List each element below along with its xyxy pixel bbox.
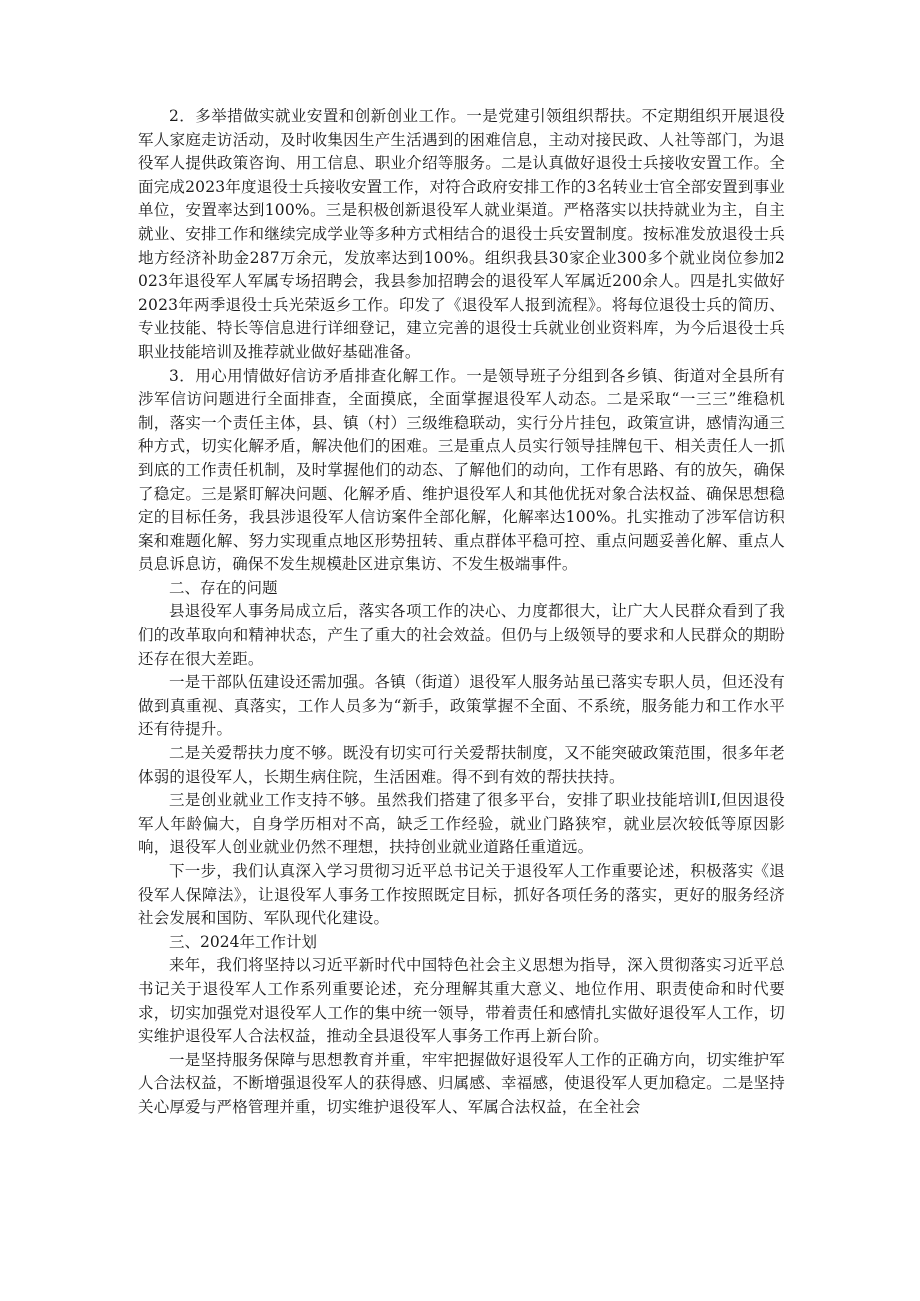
paragraph-petition: 3．用心用情做好信访矛盾排查化解工作。一是领导班子分组到各乡镇、街道对全县所有涉军信访问题进行全面排查，全面摸底，全面掌握退役军人动态。二是采取“一三三”维稳机制，落实一个责任主体，县、镇（村）三级维稳联动，实行分片挂包，政策宣讲，感情沟通三种方式，切实化解矛盾，解决他们的困难。三是重点人员实行领导挂牌包干、相关责任人一抓到底的工作责任机制，及时掌握他们的动态、了解他们的动向，工作有思路、有的放矢，确保了稳定。三是紧盯解决问题、化解矛盾、维护退役军人和其他优抚对象合法权益、确保思想稳定的目标任务，我县涉退役军人信访案件全部化解，化解率达100%。扎实推动了涉军信访积案和难题化解、努力实现重点地区形势扭转、重点群体平稳可控、重点问题妥善化解、重点人员息诉息访，确保不发生规模赴区进京集访、不发生极端事件。 [138, 366, 785, 574]
document-body [138, 105, 785, 1120]
section-heading-plan: 三、2024年工作计划 [169, 932, 317, 951]
paragraph-problem-jobs: 三是创业就业工作支持不够。虽然我们搭建了很多平台，安排了职业技能培训I,但因退役军人年龄偏大，自身学历相对不高，缺乏工作经验，就业门路狭窄，就业层次较低等原因影响，退役军人创业就业仍然不理想，扶持创业就业道路任重道远。 [138, 791, 785, 857]
paragraph-employment: 2．多举措做实就业安置和创新创业工作。一是党建引领组织帮扶。不定期组织开展退役军人家庭走访活动，及时收集因生产生活遇到的困难信息，主动对接民政、人社等部门，为退役军人提供政策咨询、用工信息、职业介绍等服务。二是认真做好退役士兵接收安置工作。全面完成2023年度退役士兵接收安置工作，对符合政府安排工作的3名转业士官全部安置到事业单位，安置率达到100%。三是积极创新退役军人就业渠道。严格落实以扶持就业为主，自主就业、安排工作和继续完成学业等多种方式相结合的退役士兵安置制度。按标准发放退役士兵地方经济补助金287万余元，发放率达到100%。组织我县30家企业300多个就业岗位参加2023年退役军人军属专场招聘会，我县参加招聘会的退役军人军属近200余人。四是扎实做好2023年两季退役士兵光荣返乡工作。印发了《退役军人报到流程》。将每位退役士兵的简历、专业技能、特长等信息进行详细登记，建立完善的退役士兵就业创业资料库，为今后退役士兵职业技能培训及推荐就业做好基础准备。 [138, 107, 785, 361]
paragraph-plan-points: 一是坚持服务保障与思想教育并重，牢牢把握做好退役军人工作的正确方向，切实维护军人合法权益，不断增强退役军人的获得感、归属感、幸福感，使退役军人更加稳定。二是坚持关心厚爱与严格管理并重，切实维护退役军人、军属合法权益，在全社会 [138, 1050, 785, 1116]
paragraph-problem-care: 二是关爱帮扶力度不够。既没有切实可行关爱帮扶制度，又不能突破政策范围，很多年老体弱的退役军人，长期生病住院，生活困难。得不到有效的帮扶扶持。 [138, 744, 785, 786]
paragraph-problems-intro: 县退役军人事务局成立后，落实各项工作的决心、力度都很大，让广大人民群众看到了我们的改革取向和精神状态，产生了重大的社会效益。但仍与上级领导的要求和人民群众的期盼还存在很大差距。 [138, 602, 785, 668]
section-heading-problems: 二、存在的问题 [169, 578, 278, 597]
paragraph-next-step: 下一步，我们认真深入学习贯彻习近平总书记关于退役军人工作重要论述，积极落实《退役军人保障法》，让退役军人事务工作按照既定目标，抓好各项任务的落实，更好的服务经济社会发展和国防、军队现代化建设。 [138, 862, 785, 928]
paragraph-plan-intro: 来年，我们将坚持以习近平新时代中国特色社会主义思想为指导，深入贯彻落实习近平总书记关于退役军人工作系列重要论述，充分理解其重大意义、地位作用、职责使命和时代要求，切实加强党对退役军人工作的集中统一领导，带着责任和感情扎实做好退役军人工作，切实维护退役军人合法权益，推动全县退役军人事务工作再上新台阶。 [138, 956, 785, 1046]
paragraph-problem-staff: 一是干部队伍建设还需加强。各镇（街道）退役军人服务站虽已落实专职人员，但还没有做到真重视、真落实，工作人员多为“新手，政策掌握不全面、不系统，服务能力和工作水平还有待提升。 [138, 673, 785, 739]
